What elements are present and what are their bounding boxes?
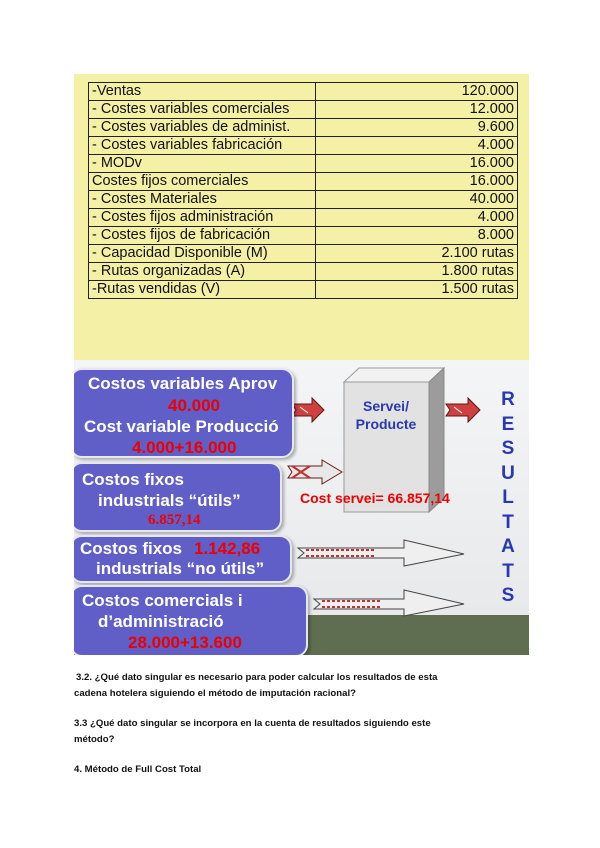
- cube-label-servei: Servei/: [363, 398, 409, 414]
- resultats-letter: S: [501, 585, 515, 606]
- row-value: 9.600: [316, 119, 518, 137]
- resultats-letter: E: [501, 413, 515, 435]
- cost-allocation-diagram: [74, 360, 529, 655]
- row-label: - Costes variables de administ.: [89, 119, 316, 137]
- resultats-letter: T: [502, 511, 514, 533]
- row-label: - Costes variables comerciales: [89, 101, 316, 119]
- row-label: -Rutas vendidas (V): [89, 281, 316, 299]
- box-variable-costs: [74, 368, 294, 458]
- row-label: - Costes fijos administración: [89, 209, 316, 227]
- row-label: - Rutas organizadas (A): [89, 263, 316, 281]
- resultats-letter: S: [501, 438, 515, 459]
- cost-table-panel: [74, 74, 529, 360]
- arrow-icon: [292, 398, 324, 422]
- table-row: [89, 83, 518, 101]
- box-commercial-admin-costs: [74, 585, 308, 655]
- row-label: - Costes variables fabricación: [89, 137, 316, 155]
- arrow-icon: [446, 398, 480, 422]
- table-row: [89, 101, 518, 119]
- row-value: 16.000: [316, 173, 518, 191]
- question-3-2-line2: cadena hotelera siguiendo el método de imputación racional?: [74, 688, 357, 699]
- arrow-icon: [314, 590, 464, 616]
- table-row: [89, 281, 518, 299]
- table-row: [89, 137, 518, 155]
- row-value: 4.000: [316, 137, 518, 155]
- box4-line2: d’administració: [98, 612, 224, 631]
- row-value: 16.000: [316, 155, 518, 173]
- box4-value: 28.000+13.600: [128, 633, 242, 652]
- row-value: 2.100 rutas: [316, 245, 518, 263]
- row-value: 12.000: [316, 101, 518, 119]
- row-label: Costes fijos comerciales: [89, 173, 316, 191]
- row-value: 1.500 rutas: [316, 281, 518, 299]
- box1-line2: Cost variable Producció: [84, 417, 279, 436]
- resultats-letter: A: [501, 536, 515, 557]
- section-4-heading: 4. Método de Full Cost Total: [74, 764, 202, 775]
- row-value: 120.000: [316, 83, 518, 101]
- row-value: 8.000: [316, 227, 518, 245]
- box-fixed-unused-costs: [74, 535, 292, 583]
- box1-value2: 4.000+16.000: [132, 438, 237, 457]
- row-label: -Ventas: [89, 83, 316, 101]
- resultats-letter: U: [501, 462, 515, 484]
- box3-line2: industrials “no útils”: [96, 559, 265, 578]
- box2-line1: Costos fixos: [82, 470, 185, 489]
- row-value: 4.000: [316, 209, 518, 227]
- table-row: [89, 119, 518, 137]
- cube-label-producte: Producte: [355, 416, 417, 432]
- row-label: - Costes fijos de fabricación: [89, 227, 316, 245]
- resultats-letter: T: [502, 560, 514, 582]
- question-3-3-line1: 3.3 ¿Qué dato singular se incorpora en la cuenta de resultados siguiendo este: [74, 718, 431, 729]
- resultats-letter: L: [502, 487, 514, 508]
- question-3-3-line2: método?: [74, 734, 115, 745]
- box4-line1: Costos comercials i: [82, 591, 243, 610]
- row-label: - MODv: [89, 155, 316, 173]
- table-row: [89, 227, 518, 245]
- box2-value: 6.857,14: [148, 512, 201, 528]
- box2-line2: industrials “útils”: [98, 491, 241, 510]
- box1-line1: Costos variables Aprov: [88, 374, 278, 393]
- cost-table: [88, 82, 518, 299]
- box3-value: 1.142,86: [194, 539, 261, 558]
- resultats-letter: R: [501, 389, 515, 410]
- row-label: - Costes Materiales: [89, 191, 316, 209]
- table-row: [89, 263, 518, 281]
- row-value: 1.800 rutas: [316, 263, 518, 281]
- row-value: 40.000: [316, 191, 518, 209]
- table-row: [89, 173, 518, 191]
- box3-line1: Costos fixos: [80, 539, 183, 558]
- box1-value1: 40.000: [168, 396, 220, 415]
- box-fixed-useful-costs: [74, 462, 282, 532]
- cost-servei-label: Cost servei= 66.857,14: [300, 490, 450, 506]
- resultats-label: [494, 388, 522, 609]
- table-row: [89, 191, 518, 209]
- row-label: - Capacidad Disponible (M): [89, 245, 316, 263]
- arrow-icon: [298, 540, 464, 566]
- question-3-2-line1: 3.2. ¿Qué dato singular es necesario para poder calcular los resultados de esta: [76, 672, 438, 683]
- table-row: [89, 155, 518, 173]
- table-row: [89, 209, 518, 227]
- arrow-icon: [288, 460, 342, 484]
- table-row: [89, 245, 518, 263]
